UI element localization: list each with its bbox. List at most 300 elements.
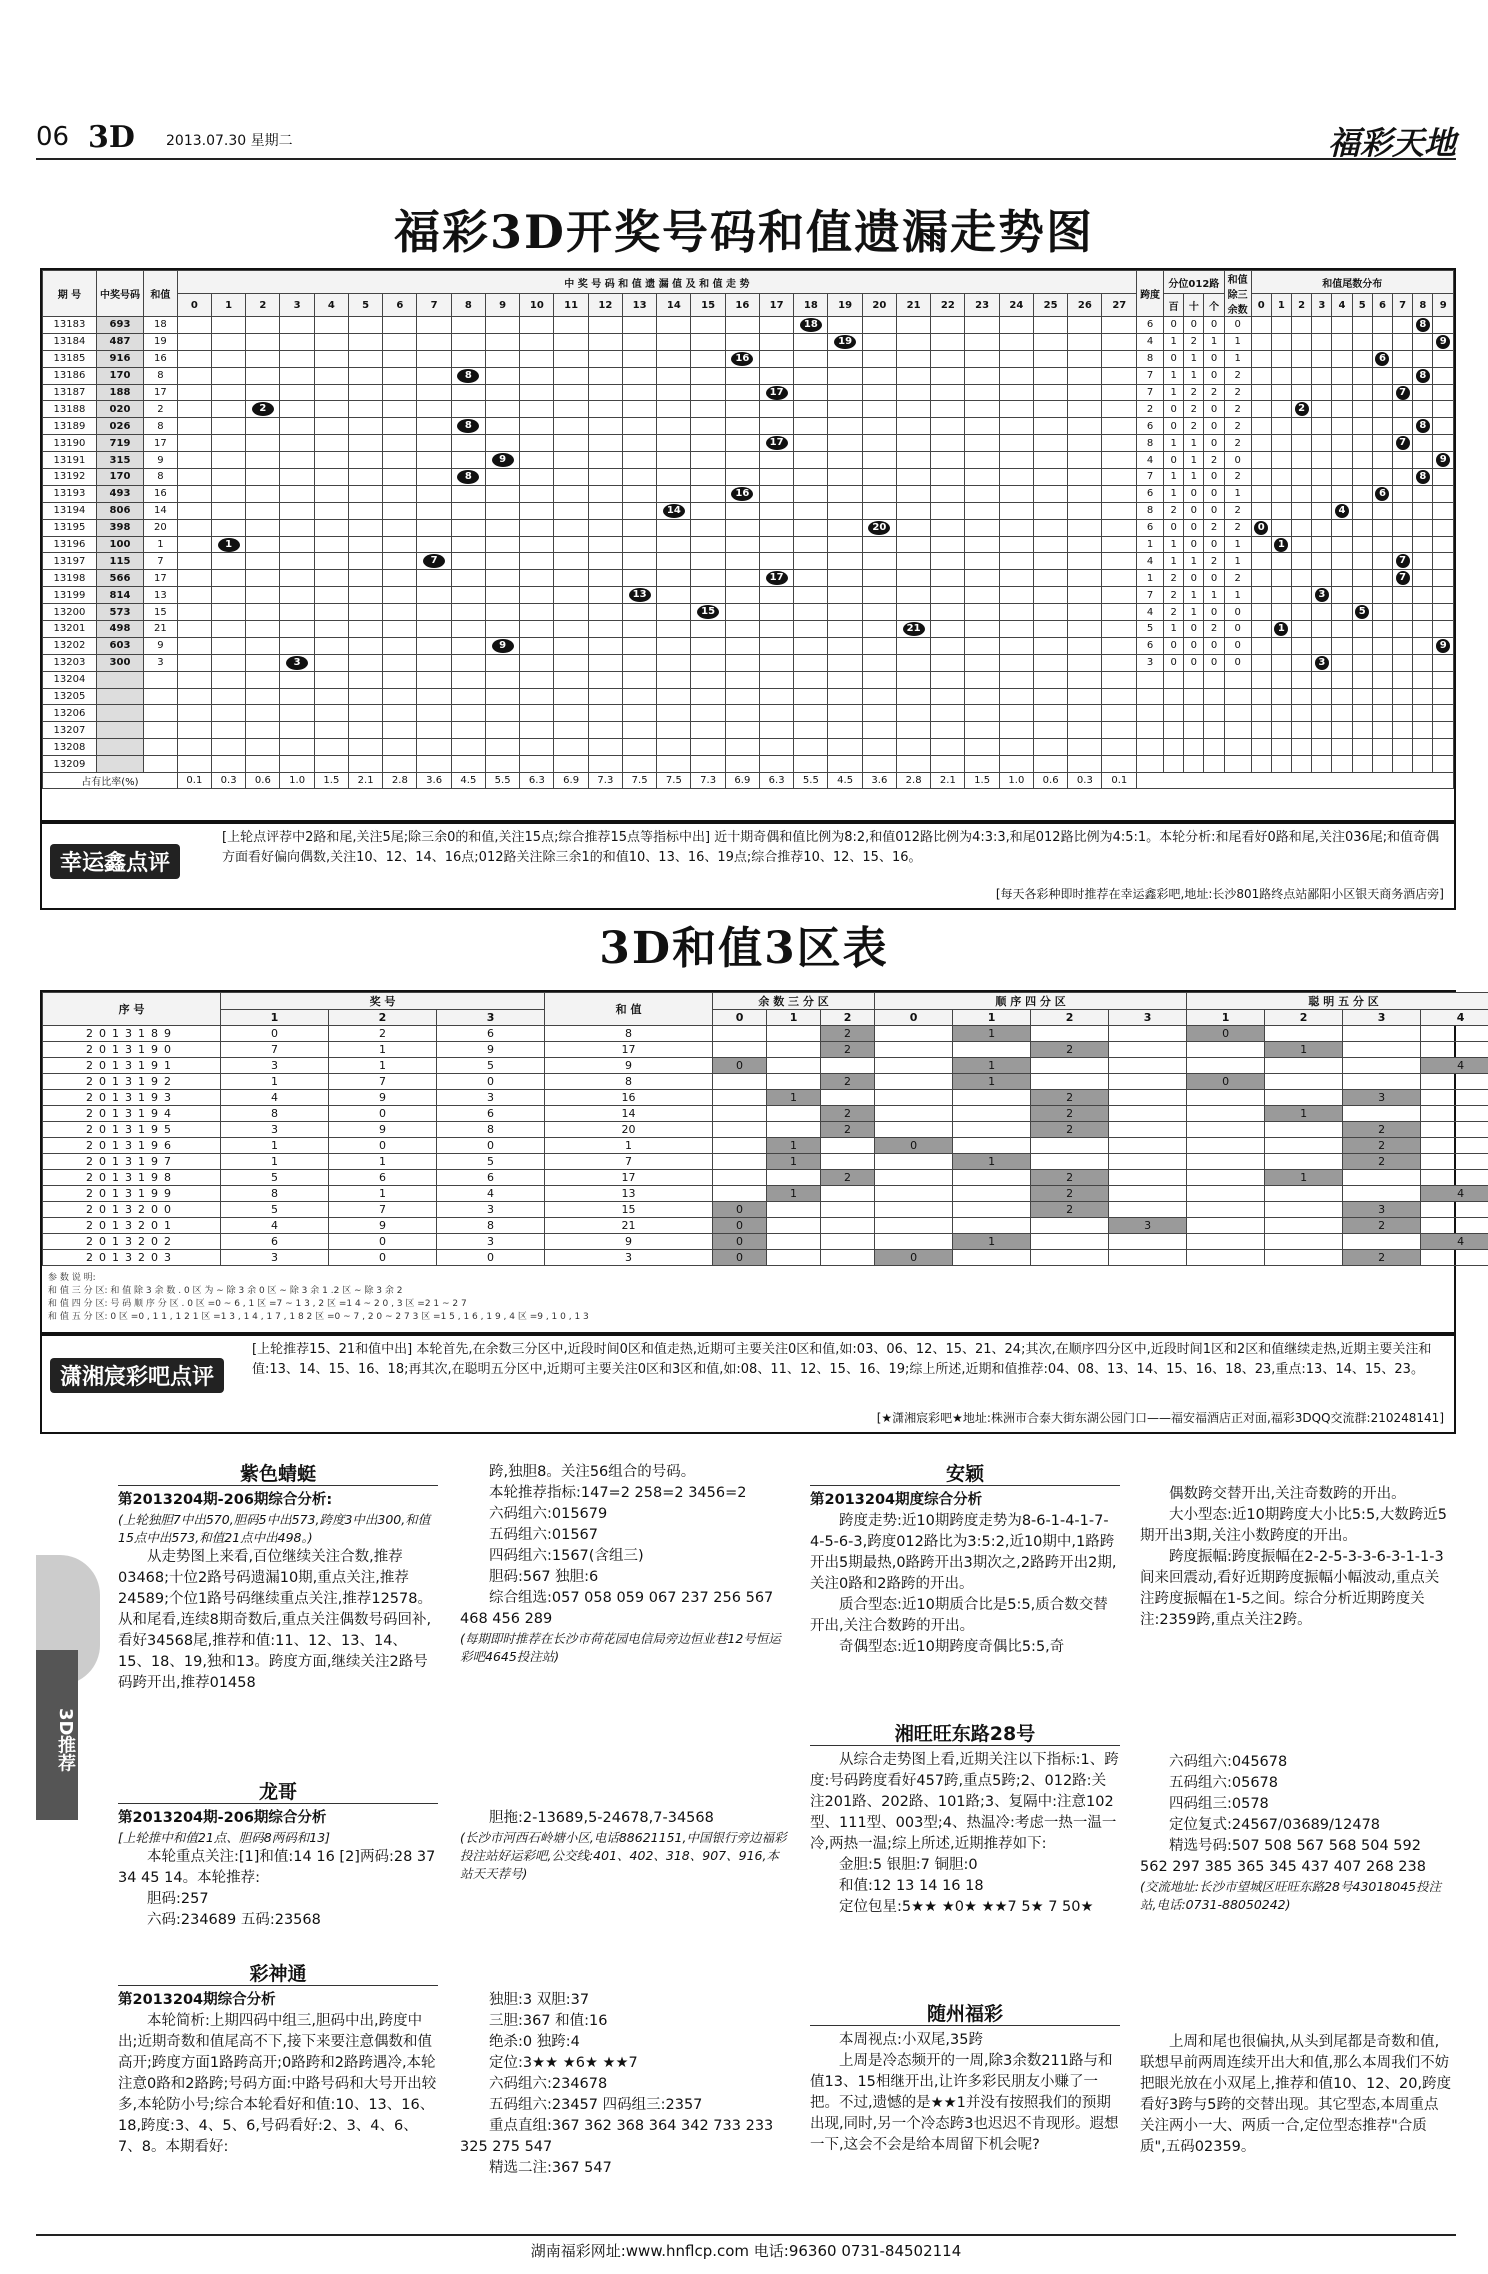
tail-cell — [1393, 671, 1413, 688]
prize-digit: 1 — [329, 1042, 437, 1058]
pos-value: 0 — [1184, 502, 1204, 519]
tail-cell — [1292, 604, 1312, 621]
sum-cell — [931, 705, 965, 722]
th-code: 中奖号码 — [96, 271, 143, 317]
sum-cell — [314, 756, 348, 773]
sum-cell — [211, 553, 245, 570]
article-paragraph: 六码:234689 五码:23568 — [147, 1912, 321, 1928]
mod-value: 2 — [1224, 367, 1251, 384]
winning-code — [96, 739, 143, 756]
sum-cell — [622, 722, 656, 739]
tail-cell — [1433, 705, 1454, 722]
sum-cell — [622, 485, 656, 502]
mod-value: 2 — [1224, 418, 1251, 435]
th-sum-7: 7 — [417, 294, 451, 317]
sum-value: 15 — [545, 1202, 713, 1218]
sum-cell — [999, 621, 1033, 638]
tail-cell — [1372, 367, 1392, 384]
th-sum-6: 6 — [383, 294, 417, 317]
article-paragraph: 和值:12 13 14 16 18 — [839, 1878, 984, 1894]
tail-cell — [1372, 317, 1392, 334]
issue-no: 13203 — [43, 654, 97, 671]
zone-cell — [1031, 1058, 1109, 1074]
sum-cell — [417, 485, 451, 502]
sum-cell — [657, 350, 691, 367]
pos-value: 1 — [1164, 469, 1184, 486]
mod-value: 2 — [1224, 502, 1251, 519]
sum-cell — [691, 333, 725, 350]
sum-cell — [383, 671, 417, 688]
article-paragraph: 上周和尾也很偏执,从头到尾都是奇数和值,联想早前两周连续开出大和值,那么本周我们不妨把眼光放在小双尾上,推荐和值10、12、20,跨度看好3跨与5跨的交替出现。其它型态,本周重点关注两小一大、两质一合,定位型态推荐"合质质",五码02359。 — [1140, 2034, 1452, 2155]
pos-value: 2 — [1204, 452, 1224, 469]
tail-cell — [1433, 367, 1454, 384]
th-sum-4: 4 — [314, 294, 348, 317]
article-paragraph: 跨度振幅:跨度振幅在2-2-5-3-3-6-3-1-1-3间来回震动,看好近期跨度振幅小幅波动,重点关注跨度振幅在1-5之间。综合分析近期跨度关注:2359跨,重点关注2跨。 — [1140, 1549, 1444, 1628]
sum-cell — [211, 739, 245, 756]
sum-ball: 8 — [457, 369, 479, 383]
sum-ball: 20 — [868, 521, 890, 535]
sum-cell — [314, 705, 348, 722]
sum-cell — [485, 317, 519, 334]
sum-cell — [828, 553, 862, 570]
pos-value: 1 — [1184, 435, 1204, 452]
lucky-tag: 幸运鑫点评 — [50, 844, 180, 879]
zone-cell — [875, 1234, 953, 1250]
sum-cell — [588, 654, 622, 671]
sum-value — [144, 722, 178, 739]
sum-cell — [896, 435, 930, 452]
tail-cell — [1433, 688, 1454, 705]
sum-cell — [896, 570, 930, 587]
sum-value: 8 — [144, 469, 178, 486]
sum-cell — [725, 536, 759, 553]
zone-cell — [875, 1042, 953, 1058]
zone-cell — [1109, 1042, 1187, 1058]
sum-cell — [759, 367, 793, 384]
sum-cell — [1033, 722, 1067, 739]
legend-line: 和 值 三 分 区: 和 值 除 3 余 数 . 0 区 为 ∼ 除 3 余 0 区 ∼ 除 3 余 1 .2 区 ∼ 除 3 余 2 — [48, 1286, 403, 1296]
pos-value: 0 — [1204, 350, 1224, 367]
sum-cell — [999, 722, 1033, 739]
sum-cell — [314, 654, 348, 671]
sum-cell — [1102, 485, 1137, 502]
tail-cell — [1413, 401, 1433, 418]
sum-cell — [246, 452, 280, 469]
zone-cell — [767, 1202, 821, 1218]
th-sum-12: 12 — [588, 294, 622, 317]
sum-cell — [862, 502, 896, 519]
sum-cell — [691, 705, 725, 722]
table-row — [43, 469, 1454, 486]
sum-cell — [383, 485, 417, 502]
sum-cell — [862, 756, 896, 773]
sum-cell — [348, 654, 382, 671]
issue-no: 13186 — [43, 367, 97, 384]
sum-cell — [246, 401, 280, 418]
sum-cell — [828, 536, 862, 553]
sum-cell — [657, 671, 691, 688]
zone-cell — [1187, 1106, 1265, 1122]
tail-cell — [1393, 722, 1413, 739]
sum-ball: 17 — [766, 386, 788, 400]
zone-cell — [1343, 1074, 1421, 1090]
sum-cell — [862, 452, 896, 469]
zone-cell — [1109, 1026, 1187, 1042]
zone-cell: 2 — [1031, 1202, 1109, 1218]
row-no: 2013193 — [43, 1090, 221, 1106]
zone-cell — [713, 1186, 767, 1202]
winning-code — [96, 722, 143, 739]
sum-cell — [177, 502, 211, 519]
th-pos: 分位012路 — [1164, 271, 1225, 294]
sum-cell — [965, 570, 999, 587]
pos-value: 1 — [1184, 367, 1204, 384]
sum-value: 14 — [545, 1106, 713, 1122]
article-suizhou-cont — [1140, 2032, 1452, 2158]
zone-cell — [767, 1218, 821, 1234]
zone-cell: 0 — [875, 1250, 953, 1266]
sum-cell — [725, 654, 759, 671]
winning-code: 170 — [96, 469, 143, 486]
sum-cell — [965, 469, 999, 486]
sum-cell — [588, 418, 622, 435]
sum-cell — [451, 688, 485, 705]
article-paragraph: 本轮重点关注:[1]和值:14 16 [2]两码:28 37 34 45 14。本轮推荐: — [118, 1849, 436, 1886]
tail-cell — [1251, 621, 1271, 638]
article-zise-cont — [460, 1462, 790, 1666]
zone-cell — [821, 1234, 875, 1250]
sum-cell — [657, 756, 691, 773]
sum-cell — [931, 367, 965, 384]
zone-cell — [1109, 1170, 1187, 1186]
sum-value: 21 — [545, 1218, 713, 1234]
tail-cell — [1292, 739, 1312, 756]
tail-cell — [1251, 350, 1271, 367]
tail-cell — [1433, 333, 1454, 350]
tail-cell — [1372, 722, 1392, 739]
sum-cell — [931, 333, 965, 350]
sum-cell — [314, 536, 348, 553]
tail-cell — [1292, 317, 1312, 334]
prize-digit: 9 — [437, 1042, 545, 1058]
sum-cell — [177, 722, 211, 739]
mod-value: 2 — [1224, 519, 1251, 536]
sum-cell — [485, 705, 519, 722]
sum-cell — [759, 485, 793, 502]
sum-cell — [896, 418, 930, 435]
zone-cell — [1187, 1138, 1265, 1154]
sum-cell — [828, 502, 862, 519]
issue-no: 13192 — [43, 469, 97, 486]
zone-cell: 1 — [767, 1154, 821, 1170]
sum-cell — [211, 469, 245, 486]
table-row — [43, 553, 1454, 570]
sum-cell — [622, 570, 656, 587]
sum-cell — [725, 367, 759, 384]
tail-cell — [1433, 317, 1454, 334]
th-sum-2: 2 — [246, 294, 280, 317]
th-sum-5: 5 — [348, 294, 382, 317]
tail-cell — [1413, 739, 1433, 756]
sum-cell — [417, 671, 451, 688]
pos-value: 1 — [1184, 553, 1204, 570]
winning-code: 603 — [96, 637, 143, 654]
issue-no: 13198 — [43, 570, 97, 587]
sum-cell — [759, 637, 793, 654]
th2-prize: 奖 号 — [221, 993, 545, 1010]
prize-digit: 8 — [221, 1186, 329, 1202]
table-row — [43, 1090, 1488, 1106]
tail-cell — [1292, 401, 1312, 418]
sum-cell — [1102, 654, 1137, 671]
sum-cell — [246, 671, 280, 688]
issue-no: 13201 — [43, 621, 97, 638]
sum-cell — [520, 536, 554, 553]
sum-cell — [965, 418, 999, 435]
zone-cell — [1343, 1042, 1421, 1058]
ratio-value: 1.5 — [965, 773, 999, 789]
sum-cell — [383, 722, 417, 739]
zone-cell — [767, 1170, 821, 1186]
tail-cell — [1312, 756, 1332, 773]
table-row — [43, 1106, 1488, 1122]
sum-cell — [588, 688, 622, 705]
winning-code: 115 — [96, 553, 143, 570]
sum-ball: 21 — [903, 622, 925, 636]
sum-cell — [657, 401, 691, 418]
tail-cell — [1433, 671, 1454, 688]
issue-no: 13187 — [43, 384, 97, 401]
sum-ball: 16 — [731, 487, 753, 501]
sum-cell — [520, 452, 554, 469]
ratio-value: 6.3 — [520, 773, 554, 789]
sum-cell — [759, 705, 793, 722]
sum-ball: 3 — [286, 656, 308, 670]
winning-code: 315 — [96, 452, 143, 469]
sum-cell — [1102, 587, 1137, 604]
th-sum-25: 25 — [1033, 294, 1067, 317]
tail-cell — [1352, 367, 1372, 384]
th-sum-22: 22 — [931, 294, 965, 317]
tail-cell — [1251, 384, 1271, 401]
sum-cell — [828, 519, 862, 536]
sum-cell — [383, 536, 417, 553]
article-longge-cont — [460, 1808, 790, 1883]
sum-cell — [862, 350, 896, 367]
sum-cell — [759, 333, 793, 350]
sum-cell — [896, 621, 930, 638]
zone-cell: 2 — [821, 1106, 875, 1122]
table-row — [43, 536, 1454, 553]
sum-cell — [657, 637, 691, 654]
sum-value: 17 — [545, 1170, 713, 1186]
tail-cell — [1332, 688, 1352, 705]
mod-value: 2 — [1224, 570, 1251, 587]
tail-cell — [1433, 401, 1454, 418]
prize-digit: 2 — [329, 1026, 437, 1042]
sum-cell — [485, 469, 519, 486]
sum-cell — [348, 485, 382, 502]
zone-cell: 4 — [1421, 1058, 1488, 1074]
mod-value — [1224, 756, 1251, 773]
sum-cell — [759, 536, 793, 553]
sum-cell — [1033, 418, 1067, 435]
pos-value: 2 — [1184, 333, 1204, 350]
tail-cell — [1352, 756, 1372, 773]
zone-cell — [1265, 1202, 1343, 1218]
row-no: 2013191 — [43, 1058, 221, 1074]
sum-value — [144, 671, 178, 688]
tail-cell — [1332, 739, 1352, 756]
table-row — [43, 1250, 1488, 1266]
sum-cell — [931, 350, 965, 367]
tail-cell — [1433, 756, 1454, 773]
tail-ball: 2 — [1295, 402, 1309, 416]
sum-cell — [931, 485, 965, 502]
pos-value — [1204, 756, 1224, 773]
sum-cell — [348, 435, 382, 452]
sum-cell — [1068, 756, 1102, 773]
th-tail-3: 3 — [1312, 294, 1332, 317]
winning-code: 573 — [96, 604, 143, 621]
sum-ball: 7 — [423, 554, 445, 568]
sum-cell — [1068, 401, 1102, 418]
sum-cell — [554, 536, 588, 553]
sum-cell — [554, 705, 588, 722]
sum-cell — [725, 739, 759, 756]
sum-cell — [1102, 756, 1137, 773]
th-sum-27: 27 — [1102, 294, 1137, 317]
sum-cell — [725, 469, 759, 486]
tail-cell — [1271, 384, 1291, 401]
sum-cell — [280, 502, 314, 519]
sum-cell — [965, 756, 999, 773]
zone-cell: 1 — [1265, 1106, 1343, 1122]
pos-value: 0 — [1204, 536, 1224, 553]
tail-cell — [1251, 756, 1271, 773]
article-paragraph: 独胆:3 双胆:37 — [489, 1992, 590, 2008]
sum-cell — [520, 469, 554, 486]
sum-cell — [965, 452, 999, 469]
table-row — [43, 1186, 1488, 1202]
sum-cell — [965, 536, 999, 553]
sum-cell — [246, 418, 280, 435]
ratio-row — [43, 773, 1454, 789]
issue-no: 13206 — [43, 705, 97, 722]
tail-cell — [1372, 705, 1392, 722]
sum-cell — [314, 553, 348, 570]
sum-cell — [383, 705, 417, 722]
sum-cell — [417, 502, 451, 519]
zone-cell: 1 — [767, 1138, 821, 1154]
zone-cell: 2 — [1031, 1090, 1109, 1106]
zone-cell — [1187, 1218, 1265, 1234]
zone-cell — [767, 1122, 821, 1138]
sum-cell — [520, 621, 554, 638]
sum-cell — [520, 485, 554, 502]
sum-value: 7 — [144, 553, 178, 570]
ratio-value: 7.3 — [588, 773, 622, 789]
tail-cell — [1251, 418, 1271, 435]
tail-cell — [1332, 367, 1352, 384]
tail-cell — [1372, 401, 1392, 418]
sum-cell — [588, 756, 622, 773]
zone-cell — [875, 1186, 953, 1202]
sum-cell — [280, 452, 314, 469]
tail-cell — [1271, 401, 1291, 418]
sum-cell — [554, 469, 588, 486]
sum-ball: 8 — [457, 419, 479, 433]
pos-value: 0 — [1164, 519, 1184, 536]
sum-cell — [896, 553, 930, 570]
row-no: 2013190 — [43, 1042, 221, 1058]
sum-cell — [931, 604, 965, 621]
sum-cell — [999, 333, 1033, 350]
sum-cell — [520, 384, 554, 401]
sum-cell — [691, 384, 725, 401]
sum-cell — [177, 705, 211, 722]
sum-cell — [348, 536, 382, 553]
tail-cell — [1292, 705, 1312, 722]
sum-cell — [211, 502, 245, 519]
chart2-legend — [42, 1270, 1454, 1322]
sum-cell — [657, 435, 691, 452]
sum-value: 16 — [144, 350, 178, 367]
tail-cell — [1271, 435, 1291, 452]
sum-value: 20 — [144, 519, 178, 536]
sum-cell — [931, 654, 965, 671]
article-paragraph: 六码组六:015679 — [489, 1506, 608, 1522]
sum-cell — [383, 756, 417, 773]
sum-cell — [999, 519, 1033, 536]
legend-title: 参 数 说 明: — [48, 1273, 96, 1283]
tail-cell — [1372, 469, 1392, 486]
tail-cell — [1433, 452, 1454, 469]
sum-cell — [314, 401, 348, 418]
article-paragraph: 重点直组:367 362 368 364 342 733 233 325 275 547 — [460, 2118, 774, 2155]
zone-cell — [713, 1138, 767, 1154]
sum-cell — [725, 384, 759, 401]
sum-cell — [554, 671, 588, 688]
zone-cell — [767, 1074, 821, 1090]
tail-cell — [1413, 688, 1433, 705]
th2-prize-0: 1 — [221, 1010, 329, 1026]
sum-cell — [417, 756, 451, 773]
sum-cell — [622, 739, 656, 756]
sum-cell — [691, 485, 725, 502]
sum-cell — [1102, 604, 1137, 621]
tail-cell — [1312, 739, 1332, 756]
sum-cell — [485, 485, 519, 502]
sum-cell — [794, 384, 828, 401]
sum-cell — [862, 418, 896, 435]
sum-cell — [1102, 671, 1137, 688]
sum-cell — [1033, 469, 1067, 486]
tail-cell — [1251, 705, 1271, 722]
sum-cell — [862, 333, 896, 350]
zone-cell — [1031, 1026, 1109, 1042]
sum-cell — [1033, 502, 1067, 519]
sum-cell — [794, 469, 828, 486]
sum-cell — [177, 756, 211, 773]
sum-cell — [520, 654, 554, 671]
sum-cell — [246, 654, 280, 671]
tail-ball: 7 — [1396, 436, 1410, 450]
zone-cell — [1421, 1090, 1488, 1106]
tail-cell — [1352, 739, 1372, 756]
tail-cell — [1312, 604, 1332, 621]
pos-value — [1204, 739, 1224, 756]
